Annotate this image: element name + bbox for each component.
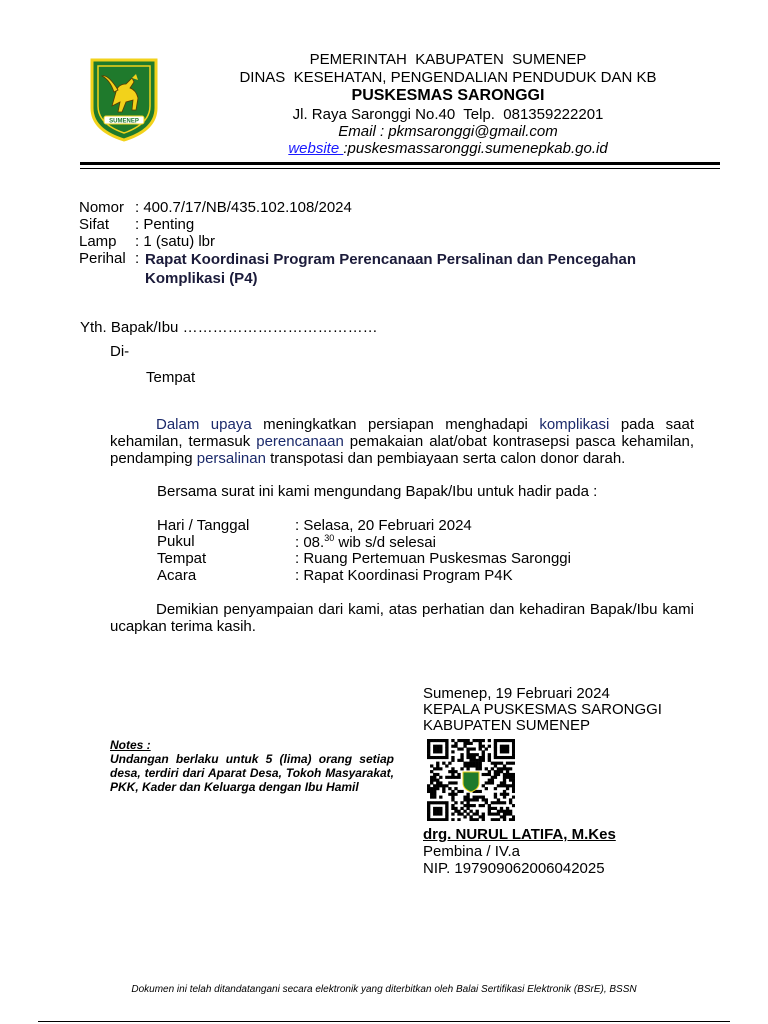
- p1-span-g: persalinan: [196, 450, 266, 467]
- letterhead-government: PEMERINTAH KABUPATEN SUMENEP: [309, 51, 587, 68]
- letterhead-institution: PUSKESMAS SARONGGI: [351, 87, 545, 104]
- p1-span-c: komplikasi: [539, 416, 610, 433]
- recipient-place: Tempat: [146, 369, 196, 386]
- footer-esign-note: Dokumen ini telah ditandatangani secara elektronik yang diterbitkan oleh Balai Sertifikasi Elektronik (BSrE), BSSN: [131, 984, 637, 995]
- event-time-label: Pukul: [157, 533, 195, 550]
- p1-span-a: Dalam upaya: [156, 416, 252, 433]
- body-paragraph-2: Bersama surat ini kami mengundang Bapak/Ibu untuk hadir pada :: [157, 483, 598, 500]
- closing-text: Demikian penyampaian dari kami, atas perhatian dan kehadiran Bapak/Ibu kami ucapkan terima kasih.: [110, 601, 694, 635]
- signature-title-2: KABUPATEN SUMENEP: [423, 717, 590, 734]
- letterhead-rule-thick: [80, 162, 720, 165]
- event-place-value: : Ruang Pertemuan Puskesmas Saronggi: [295, 550, 571, 567]
- signature-title-1: KEPALA PUSKESMAS SARONGGI: [423, 701, 662, 718]
- nomor-label: Nomor: [79, 199, 125, 216]
- qr-code-icon: [427, 739, 515, 821]
- notes-title: Notes :: [110, 738, 151, 752]
- sifat-label: Sifat: [79, 216, 110, 233]
- lamp-value: : 1 (satu) lbr: [135, 233, 216, 250]
- perihal-line-1: Rapat Koordinasi Program Perencanaan Persalinan dan Pencegahan: [145, 251, 636, 268]
- p1-span-f: pemakaian alat/obat kontrasepsi pasca kehamilan, pendamping: [110, 433, 695, 467]
- signatory-name: drg. NURUL LATIFA, M.Kes: [423, 826, 616, 843]
- perihal-subject: [145, 250, 685, 288]
- notes-text: Undangan berlaku untuk 5 (lima) orang setiap desa, terdiri dari Aparat Desa, Tokoh Masyarakat, PKK, Kader dan Keluarga dengan Ibu Hamil: [110, 752, 394, 794]
- letterhead-address: Jl. Raya Saronggi No.40 Telp. 081359222201: [292, 106, 604, 123]
- letterhead-website: [168, 140, 728, 158]
- event-agenda-value: : Rapat Koordinasi Program P4K: [295, 567, 513, 584]
- event-day-value: : Selasa, 20 Februari 2024: [295, 517, 472, 534]
- event-agenda-label: Acara: [157, 567, 197, 584]
- signature-place-date: Sumenep, 19 Februari 2024: [423, 685, 610, 702]
- letterhead-department: DINAS KESEHATAN, PENGENDALIAN PENDUDUK DAN KB: [239, 69, 657, 86]
- letterhead-rule-thin: [80, 168, 720, 169]
- p1-span-e: perencanaan: [256, 433, 344, 450]
- p1-span-d: pada saat kehamilan, termasuk: [110, 416, 694, 450]
- perihal-line-2: Komplikasi (P4): [145, 270, 258, 287]
- footer-rule: [38, 1021, 730, 1022]
- emblem-logo: [88, 54, 160, 142]
- p1-span-b: meningkatkan persiapan menghadapi: [251, 416, 540, 433]
- event-time-value: [295, 533, 436, 551]
- perihal-colon: :: [135, 250, 140, 267]
- lamp-label: Lamp: [79, 233, 117, 250]
- event-day-label: Hari / Tanggal: [157, 517, 250, 534]
- time-suffix: wib s/d selesai: [334, 534, 436, 551]
- recipient-line: Yth. Bapak/Ibu …………………………………: [80, 319, 378, 336]
- signatory-nip: NIP. 197909062006042025: [423, 860, 605, 877]
- notes-block: [110, 738, 394, 794]
- sifat-value: : Penting: [135, 216, 195, 233]
- event-place-label: Tempat: [157, 550, 207, 567]
- body-paragraph-3: [110, 601, 694, 635]
- nomor-value: : 400.7/17/NB/435.102.108/2024: [135, 199, 352, 216]
- p1-span-h: transpotasi dan pembiayaan serta calon donor darah.: [265, 450, 626, 467]
- website-value: :puskesmassaronggi.sumenepkab.go.id: [343, 140, 608, 157]
- recipient-di: Di-: [110, 343, 130, 360]
- time-minutes: 30: [324, 533, 335, 543]
- body-paragraph-1: [110, 416, 694, 467]
- time-hour: : 08.: [295, 534, 325, 551]
- logo-ribbon-text: SUMENEP: [109, 118, 139, 125]
- perihal-label: Perihal: [79, 250, 126, 267]
- letterhead-email: Email : pkmsaronggi@gmail.com: [338, 123, 558, 140]
- signatory-rank: Pembina / IV.a: [423, 843, 521, 860]
- website-link[interactable]: website: [288, 140, 344, 157]
